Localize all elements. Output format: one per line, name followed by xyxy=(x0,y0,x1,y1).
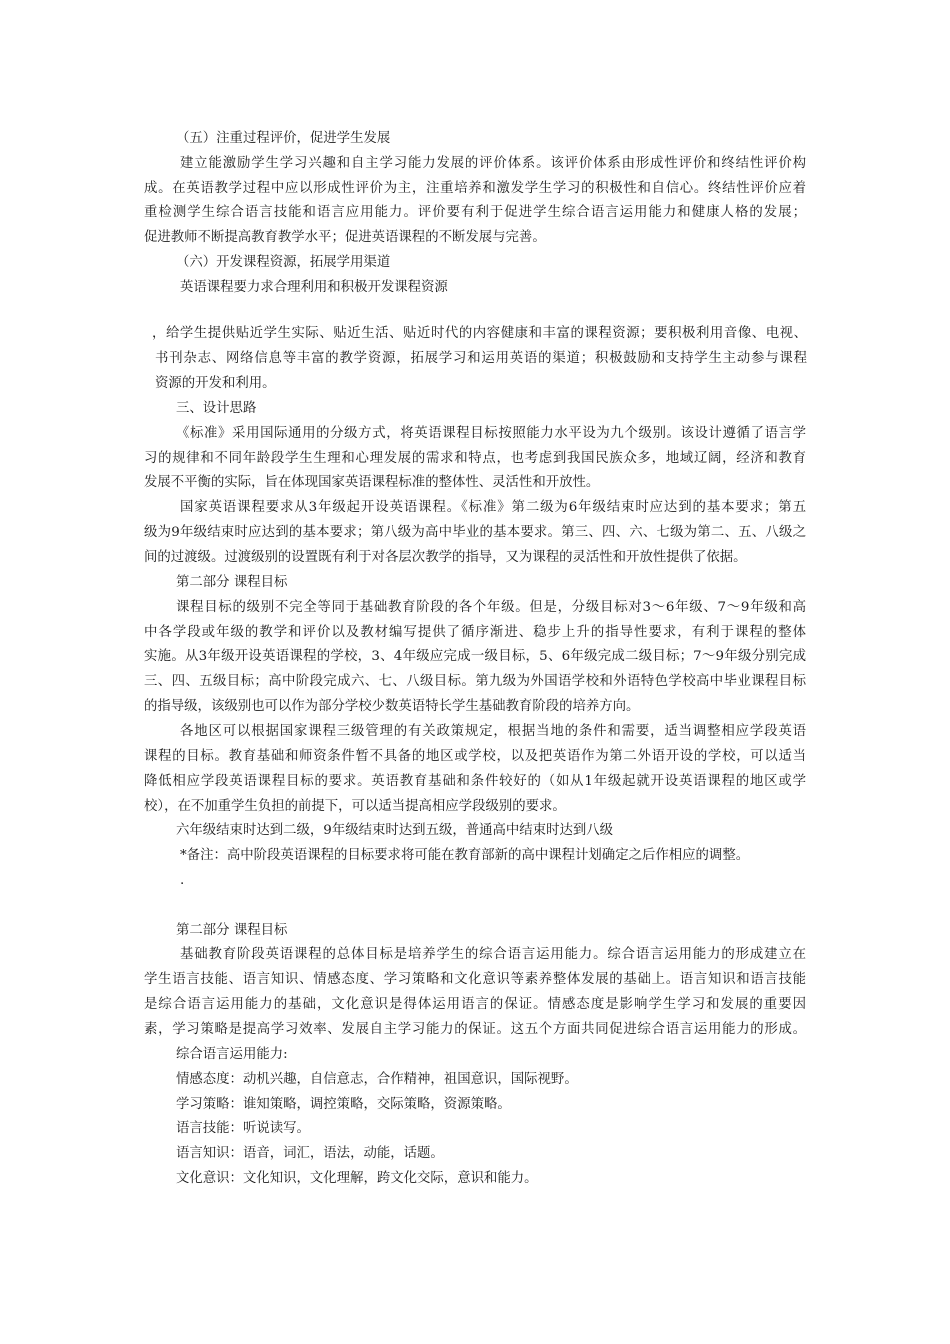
paragraph-line: 基础教育阶段英语课程的总体目标是培养学生的综合语言运用能力。综合语言运用能力的形成建立在 xyxy=(180,947,806,962)
paragraph-line: 素，学习策略是提高学习效率、发展自主学习能力的保证。这五个方面共同促进综合语言运用能力的形成。 xyxy=(144,1022,806,1037)
paragraph-line: 六年级结束时达到二级，9年级结束时达到五级，普通高中结束时达到八级 xyxy=(176,823,614,838)
paragraph-line: 间的过渡级。过渡级别的设置既有利于对各层次教学的指导，又为课程的灵活性和开放性提供了依据。 xyxy=(144,550,747,565)
heading-part-two-repeat: 第二部分 课程目标 xyxy=(176,923,288,938)
paragraph-line: 书刊杂志、网络信息等丰富的教学资源，拓展学习和运用英语的渠道；积极鼓励和支持学生主动参与课程 xyxy=(155,351,807,366)
paragraph-line: 中各学段或年级的教学和评价以及教材编写提供了循序渐进、稳步上升的指导性要求，有利于课程的整体 xyxy=(144,625,806,640)
note-line: *备注：高中阶段英语课程的目标要求将可能在教育部新的高中课程计划确定之后作相应的调整。 xyxy=(180,848,750,863)
paragraph-line: 各地区可以根据国家课程三级管理的有关政策规定，根据当地的条件和需要，适当调整相应学段英语 xyxy=(180,724,806,739)
paragraph-line: 三、四、五级目标；高中阶段完成六、七、八级目标。第九级为外国语学校和外语特色学校高中毕业课程目标 xyxy=(144,674,806,689)
paragraph-line: 课程的目标。教育基础和师资条件暂不具备的地区或学校，以及把英语作为第二外语开设的学校，可以适当 xyxy=(144,749,806,764)
heading-process-evaluation: （五）注重过程评价，促进学生发展 xyxy=(176,131,391,146)
heading-course-resources: （六）开发课程资源，拓展学用渠道 xyxy=(176,255,391,270)
heading-design-ideas: 三、设计思路 xyxy=(176,401,257,416)
heading-part-two: 第二部分 课程目标 xyxy=(176,575,288,590)
list-item: 语言技能：听说读写。 xyxy=(176,1121,310,1136)
paragraph-line: ，给学生提供贴近学生实际、贴近生活、贴近时代的内容健康和丰富的课程资源；要积极利用音像、电视、 xyxy=(152,326,807,341)
paragraph-line: 英语课程要力求合理利用和积极开发课程资源 xyxy=(180,280,448,295)
paragraph-line: 建立能激励学生学习兴趣和自主学习能力发展的评价体系。该评价体系由形成性评价和终结性评价构 xyxy=(180,156,806,171)
paragraph-line: 习的规律和不同年龄段学生生理和心理发展的需求和特点，也考虑到我国民族众多，地域辽阔，经济和教育 xyxy=(144,451,806,466)
paragraph-line: 国家英语课程要求从3年级起开设英语课程。《标准》第二级为6年级结束时应达到的基本要求；第五 xyxy=(180,500,806,515)
paragraph-line: 级为9年级结束时应达到的基本要求；第八级为高中毕业的基本要求。第三、四、六、七级为第二、五、八级之 xyxy=(144,525,806,540)
paragraph-line: 资源的开发和利用。 xyxy=(155,376,276,391)
paragraph-line: 重检测学生综合语言技能和语言应用能力。评价要有利于促进学生综合语言运用能力和健康人格的发展； xyxy=(144,205,806,220)
paragraph-line: 成。在英语教学过程中应以形成性评价为主，注重培养和激发学生学习的积极性和自信心。终结性评价应着 xyxy=(144,181,806,196)
paragraph-line: 学生语言技能、语言知识、情感态度、学习策略和文化意识等素养整体发展的基础上。语言知识和语言技能 xyxy=(144,972,806,987)
list-item: 情感态度：动机兴趣，自信意志，合作精神，祖国意识，国际视野。 xyxy=(176,1072,578,1087)
dot-mark: . xyxy=(180,873,185,888)
list-item: 语言知识：语音，词汇，语法，动能，话题。 xyxy=(176,1146,444,1161)
paragraph-line: 的指导级，该级别也可以作为部分学校少数英语特长学生基础教育阶段的培养方向。 xyxy=(144,699,640,714)
list-item: 文化意识：文化知识，文化理解，跨文化交际，意识和能力。 xyxy=(176,1171,538,1186)
paragraph-line: 降低相应学段英语课程目标的要求。英语教育基础和条件较好的（如从1年级起就开设英语课程的地区或学 xyxy=(144,774,806,789)
paragraph-line: 课程目标的级别不完全等同于基础教育阶段的各个年级。但是，分级目标对3～6年级、7～9年级和高 xyxy=(176,600,806,615)
paragraph-line: 《标准》采用国际通用的分级方式，将英语课程目标按照能力水平设为九个级别。该设计遵循了语言学 xyxy=(176,426,806,441)
paragraph-line: 促进教师不断提高教育教学水平；促进英语课程的不断发展与完善。 xyxy=(144,230,546,245)
paragraph-line: 校），在不加重学生负担的前提下，可以适当提高相应学段级别的要求。 xyxy=(144,799,566,814)
paragraph-line: 是综合语言运用能力的基础，文化意识是得体运用语言的保证。情感态度是影响学生学习和发展的重要因 xyxy=(144,997,806,1012)
paragraph-line: 发展不平衡的实际，旨在体现国家英语课程标准的整体性、灵活性和开放性。 xyxy=(144,475,600,490)
paragraph-line: 实施。从3年级开设英语课程的学校，3、4年级应完成一级目标，5、6年级完成二级目标；7～9年级分别完成 xyxy=(144,649,806,664)
list-heading: 综合语言运用能力: xyxy=(176,1047,288,1062)
list-item: 学习策略：谁知策略，调控策略，交际策略，资源策略。 xyxy=(176,1097,511,1112)
